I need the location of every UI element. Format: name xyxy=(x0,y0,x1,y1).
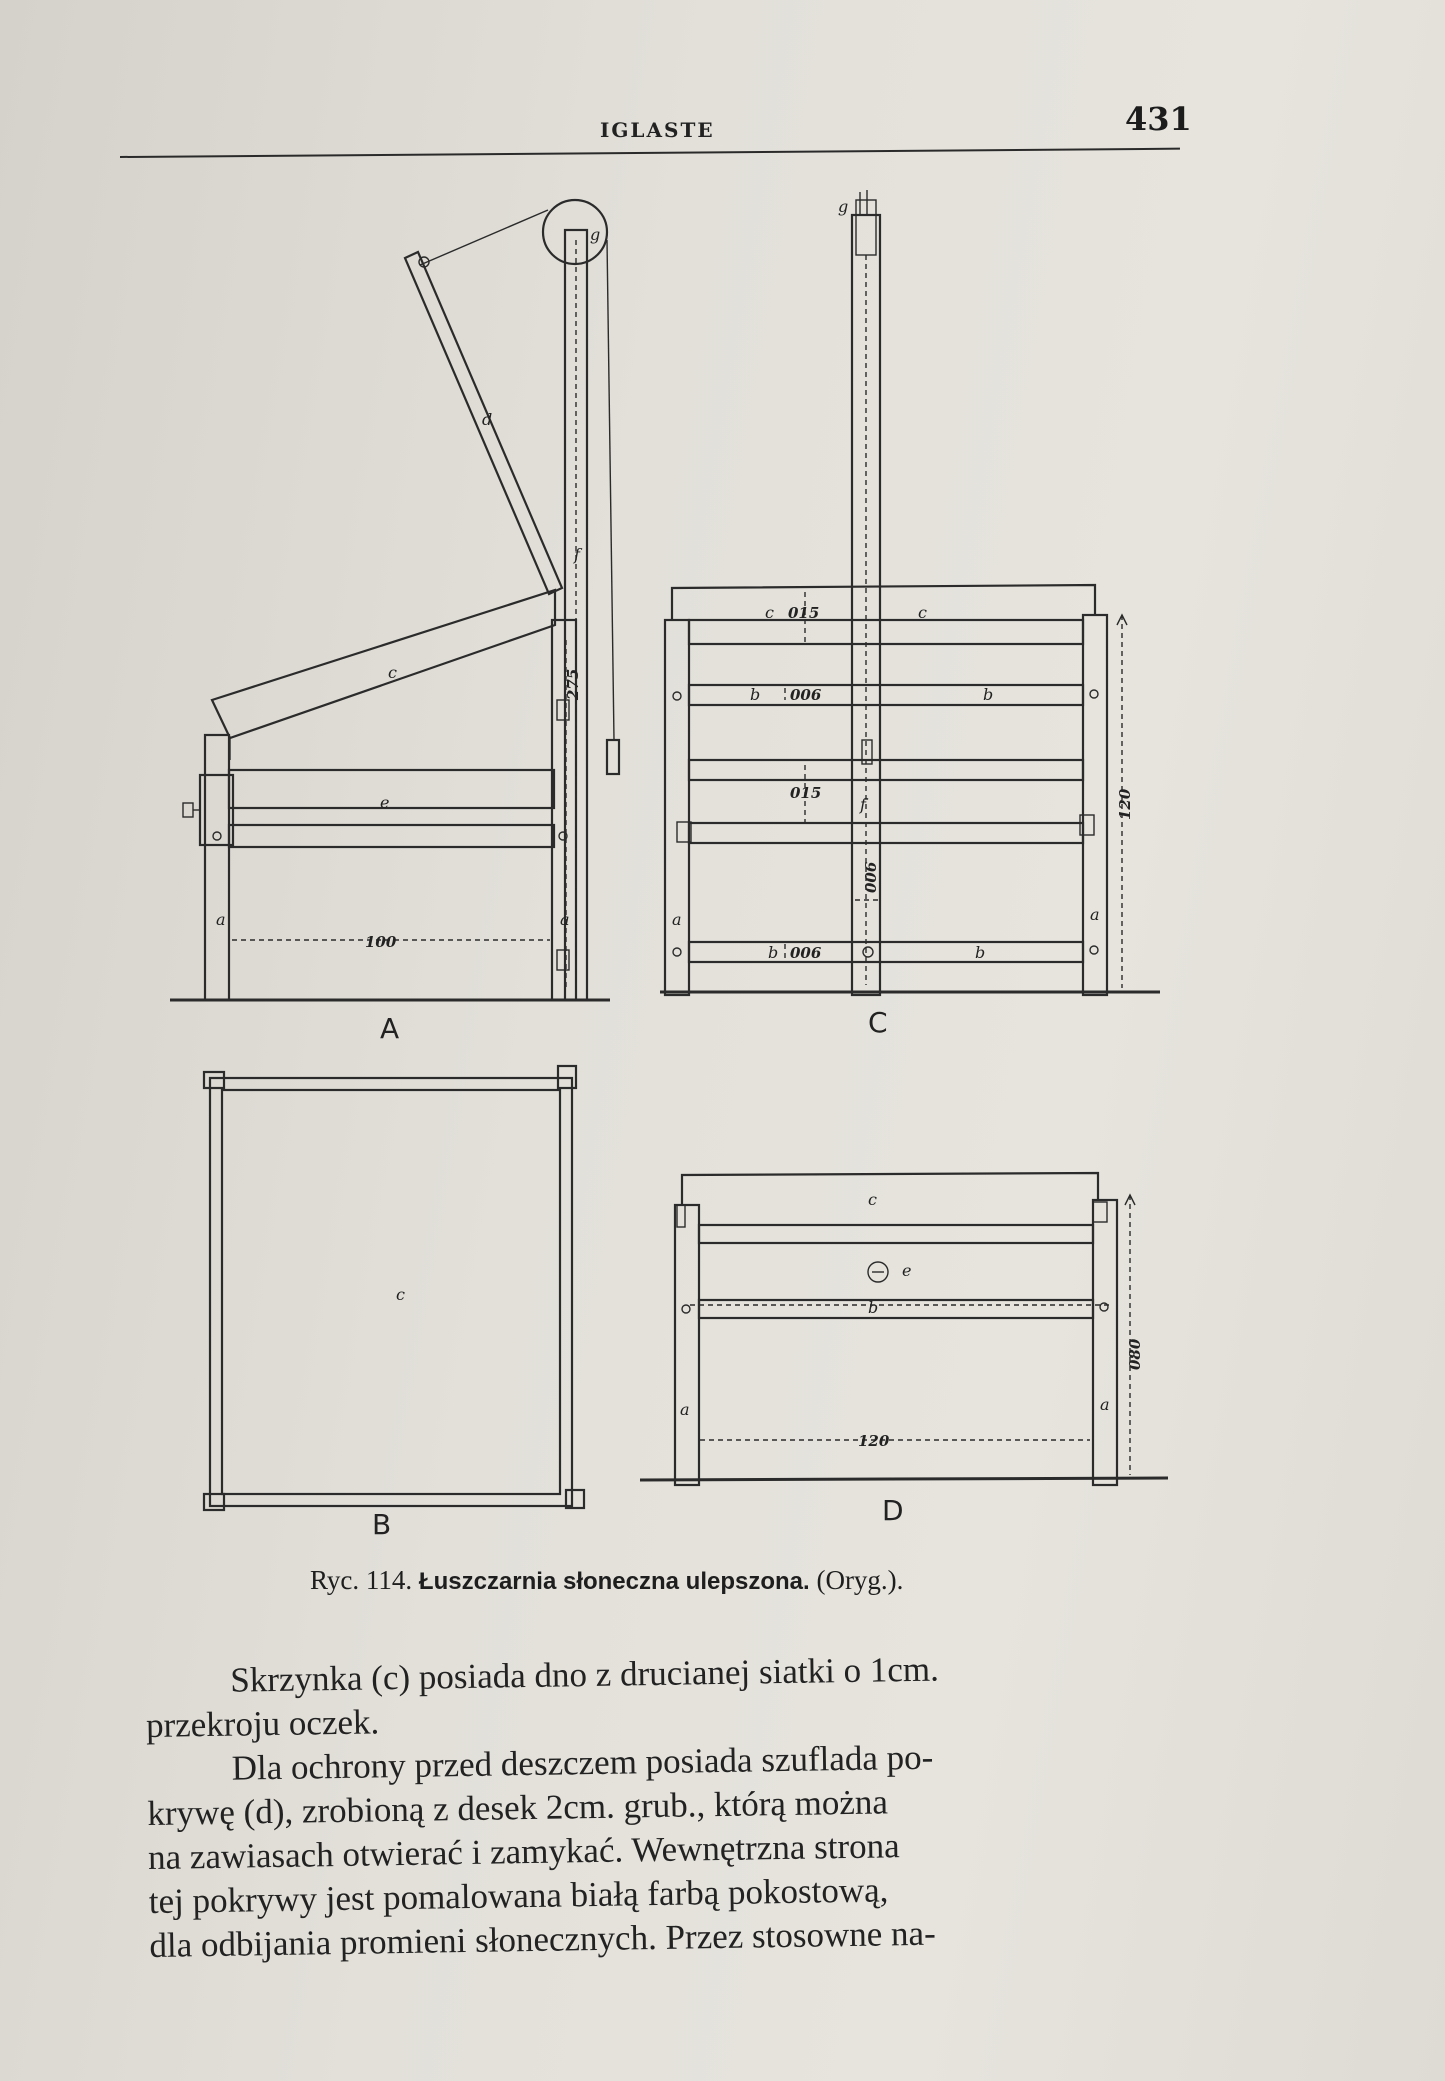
label-c-b-top-left: b xyxy=(750,685,761,704)
view-c-drawing xyxy=(660,190,1160,995)
dimension-c-006-top: 006 xyxy=(790,686,822,704)
view-label-a: A xyxy=(380,1012,400,1045)
text-line: Dla ochrony przed deszczem posiada szuflada po- xyxy=(231,1737,934,1788)
label-a-a-left: a xyxy=(216,910,226,929)
text-line: krywę (d), zrobioną z desek 2cm. grub., którą można xyxy=(147,1782,889,1833)
caption-prefix: Ryc. 114. xyxy=(310,1565,413,1595)
label-d-c: c xyxy=(868,1190,877,1209)
dimension-d-120: 120 xyxy=(858,1432,890,1450)
label-c-g: g xyxy=(838,197,849,216)
dimension-a-275: 275 xyxy=(564,668,582,700)
text-line: dla odbijania promieni słonecznych. Przez stosowne na- xyxy=(149,1913,936,1965)
paragraph-1 xyxy=(145,1643,1211,1748)
label-b-c: c xyxy=(396,1285,405,1304)
dimension-d-080: 080 xyxy=(1126,1338,1144,1370)
label-d-b: b xyxy=(868,1298,879,1317)
label-a-f: f xyxy=(574,545,580,564)
label-d-a-left: a xyxy=(680,1400,690,1419)
dimension-c-120: 120 xyxy=(1116,788,1134,820)
paragraph-2 xyxy=(146,1731,1214,1968)
text-line: przekroju oczek. xyxy=(145,1702,380,1745)
view-label-b: B xyxy=(372,1508,392,1541)
dimension-c-006-pole: 006 xyxy=(862,861,880,893)
label-d-e: e xyxy=(902,1261,912,1280)
figure-caption xyxy=(310,1565,903,1596)
dimension-c-006-bottom: 006 xyxy=(790,944,822,962)
label-c-a-left: a xyxy=(672,910,682,929)
label-a-g: g xyxy=(590,225,601,244)
label-c-b-bottom-left: b xyxy=(768,943,779,962)
label-a-e: e xyxy=(380,793,390,812)
label-a-a-right: a xyxy=(560,910,570,929)
text-line: Skrzynka (c) posiada dno z drucianej siatki o 1cm. xyxy=(230,1649,940,1700)
label-c-f: f xyxy=(860,795,866,814)
view-label-d: D xyxy=(882,1494,904,1527)
label-c-b-bottom-right: b xyxy=(975,943,986,962)
caption-title: Łuszczarnia słoneczna ulepszona. xyxy=(418,1568,810,1595)
label-c-c-left: c xyxy=(765,603,774,622)
label-c-a-right: a xyxy=(1090,905,1100,924)
label-a-c: c xyxy=(388,663,397,682)
page-number: 431 xyxy=(1125,100,1192,138)
running-title: IGLASTE xyxy=(600,118,715,142)
caption-suffix: (Oryg.). xyxy=(816,1565,904,1595)
label-a-d: d xyxy=(482,410,493,429)
label-c-c-right: c xyxy=(918,603,927,622)
label-d-a-right: a xyxy=(1100,1395,1110,1414)
dimension-c-015-mid: 015 xyxy=(790,784,822,802)
label-c-b-top-right: b xyxy=(983,685,994,704)
view-b-drawing xyxy=(204,1066,584,1510)
view-d-drawing xyxy=(640,1173,1168,1485)
body-text xyxy=(145,1643,1215,1968)
view-a-drawing xyxy=(170,200,619,1000)
dimension-c-015-top: 015 xyxy=(788,604,820,622)
text-line: na zawiasach otwierać i zamykać. Wewnętrzna strona xyxy=(147,1826,900,1877)
view-label-c: C xyxy=(868,1006,888,1039)
dimension-a-100: 100 xyxy=(365,933,397,951)
text-line: tej pokrywy jest pomalowana białą farbą pokostową, xyxy=(148,1870,889,1921)
